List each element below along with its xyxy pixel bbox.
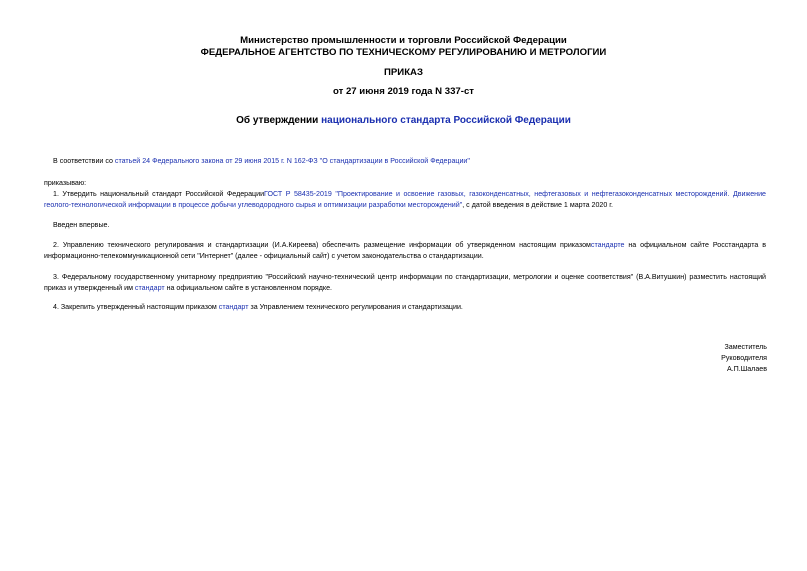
item-4-paragraph bbox=[53, 302, 766, 313]
preamble-text: В соответствии со bbox=[53, 157, 115, 165]
item-4-suffix: за Управлением технического регулирования и стандартизации. bbox=[248, 303, 463, 311]
order-word: приказываю: bbox=[44, 179, 87, 187]
preamble-paragraph bbox=[53, 156, 766, 167]
standard-link-4[interactable]: стандарт bbox=[218, 303, 249, 311]
standard-link-2[interactable]: стандарте bbox=[590, 241, 625, 249]
signature-name: А.П.Шалаев bbox=[726, 365, 767, 373]
item-1-suffix: , с датой введения в действие 1 марта 2020 г. bbox=[462, 201, 613, 209]
item-2-paragraph bbox=[44, 240, 766, 262]
signature-block bbox=[647, 342, 767, 375]
ministry-name: Министерство промышленности и торговли Российской Федерации bbox=[240, 35, 567, 46]
order-subject bbox=[0, 115, 807, 127]
document-header bbox=[0, 35, 807, 59]
item-3-prefix: 3. Федеральному государственному унитарному предприятию "Российский научно-технический центр информации по стандартизации, метрологии и оценке соответствия" (В.А.Витушкин) разместить настоящий приказ и утвержденный им bbox=[44, 273, 766, 292]
signature-position: Заместитель bbox=[724, 343, 767, 351]
introduced-note: Введен впервые. bbox=[53, 221, 110, 229]
subject-link[interactable]: национального стандарта Российской Федерации bbox=[321, 115, 571, 126]
signature-position-2: Руководителя bbox=[721, 354, 767, 362]
law-link[interactable]: статьей 24 Федерального закона от 29 июня 2015 г. N 162-ФЗ "О стандартизации в Российской Федерации" bbox=[114, 157, 470, 165]
standard-link-3[interactable]: стандарт bbox=[134, 284, 165, 292]
order-date-number: от 27 июня 2019 года N 337-ст bbox=[332, 86, 474, 97]
gost-link[interactable]: ГОСТ Р 58435-2019 "Проектирование и освоение газовых, газоконденсатных, нефтегазовых и нефтегазоконденсатных месторождений. Движение геолого-технологической информации в процессе добычи углеводородного сырья и оптимизации разработки месторождений" bbox=[44, 190, 766, 209]
agency-name: ФЕДЕРАЛЬНОЕ АГЕНТСТВО ПО ТЕХНИЧЕСКОМУ РЕГУЛИРОВАНИЮ И МЕТРОЛОГИИ bbox=[200, 47, 607, 58]
item-3-suffix: на официальном сайте в установленном порядке. bbox=[164, 284, 333, 292]
item-2-prefix: 2. Управлению технического регулирования и стандартизации (И.А.Киреева) обеспечить размещение информации об утвержденном настоящим приказом bbox=[53, 241, 591, 249]
document-type: ПРИКАЗ bbox=[384, 67, 423, 78]
subject-prefix: Об утверждении bbox=[236, 115, 322, 126]
item-1-paragraph bbox=[44, 189, 766, 211]
item-1-prefix: 1. Утвердить национальный стандарт Российской Федерации bbox=[53, 190, 265, 198]
item-2-suffix: на официальном сайте Росстандарта в информационно-телекоммуникационной сети "Интернет" (далее - официальный сайт) с учетом законодательства о стандартизации. bbox=[44, 241, 766, 260]
item-3-paragraph bbox=[44, 272, 766, 294]
item-4-prefix: 4. Закрепить утвержденный настоящим приказом bbox=[53, 303, 219, 311]
